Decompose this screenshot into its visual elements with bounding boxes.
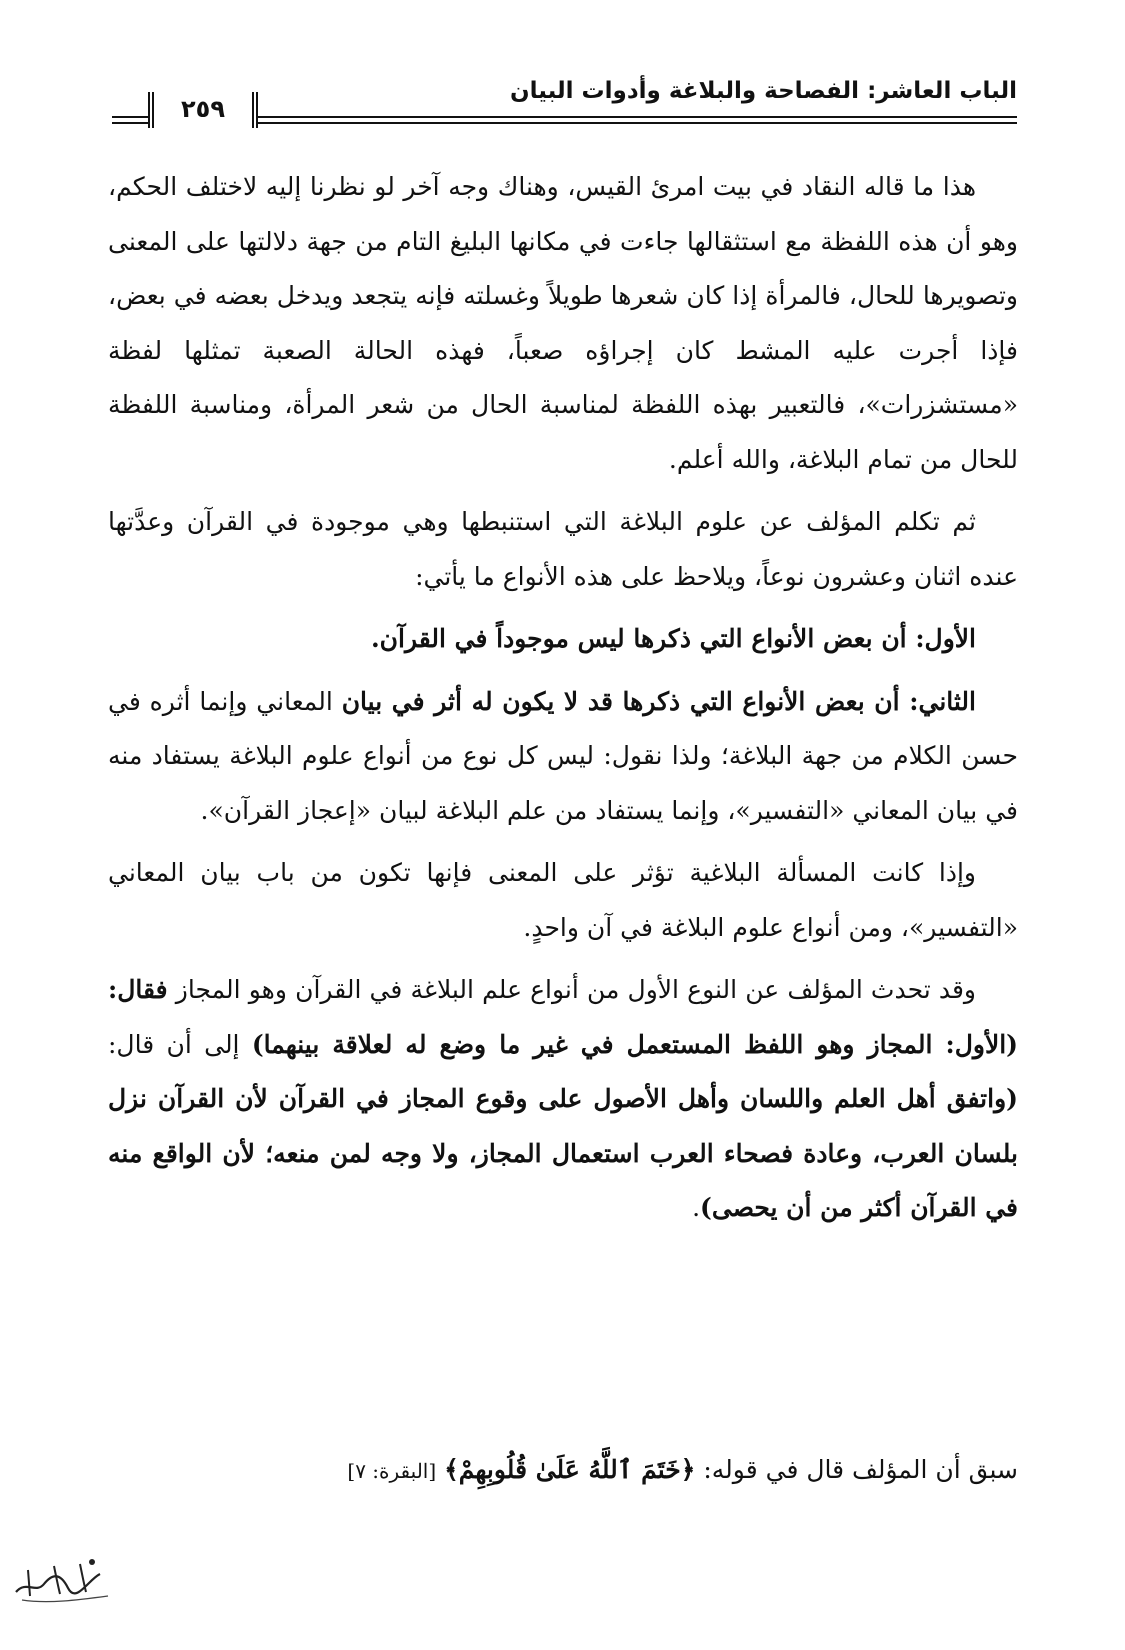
paragraph-6-text: وقد تحدث المؤلف عن النوع الأول من أنواع علم البلاغة في القرآن وهو المجاز — [167, 975, 976, 1004]
paragraph-4 — [108, 675, 1018, 839]
quran-quote: ﴿خَتَمَ ٱللَّهُ عَلَىٰ قُلُوبِهِمْ﴾ — [444, 1455, 696, 1484]
surah-reference: [البقرة: ٧] — [347, 1459, 437, 1483]
paragraph-1: هذا ما قاله النقاد في بيت امرئ القيس، وهناك وجه آخر لو نظرنا إليه لاختلف الحكم، وهو أن هذه اللفظة مع استثقالها جاءت في مكانها البليغ التام من جهة دلالتها على المعنى وتصويرها للحال، فالمرأة إذا كان شعرها طويلاً وغسلته فإنه يتجعد ويدخل بعضه في بعض، فإذا أجرت عليه المشط كان إجراؤه صعباً، فهذه الحالة الصعبة تمثلها لفظة «مستشزرات»، فالتعبير بهذه اللفظة لمناسبة الحال من شعر المرأة، ومناسبة اللفظة للحال من تمام البلاغة، والله أعلم. — [108, 172, 1018, 474]
paragraph-5: وإذا كانت المسألة البلاغية تؤثر على المعنى فإنها تكون من باب بيان المعاني «التفسير»، ومن أنواع علوم البلاغة في آن واحدٍ. — [108, 858, 1018, 942]
paragraph-6 — [108, 963, 1018, 1236]
page-header — [112, 78, 1017, 128]
paragraph-3-text: أن بعض الأنواع التي ذكرها ليس موجوداً في القرآن. — [370, 624, 916, 653]
page-number: ٢٥٩ — [148, 92, 258, 128]
paragraph-6-end: . — [692, 1193, 701, 1222]
chapter-title: الباب العاشر: الفصاحة والبلاغة وأدوات البيان — [509, 78, 1017, 104]
publisher-logo — [8, 1550, 118, 1608]
paragraph-6-quote-2: (واتفق أهل العلم واللسان وأهل الأصول على وقوع المجاز في القرآن لأن القرآن نزل بلسان العرب، وعادة فصحاء العرب استعمال المجاز، ولا وجه لمن منعه؛ لأن الواقع منه في القرآن أكثر من أن يحصى) — [108, 1084, 1018, 1222]
paragraph-3 — [108, 612, 1018, 667]
paragraph-4-lead: الثاني: — [909, 686, 976, 716]
paragraph-4-bold-text: أن بعض الأنواع التي ذكرها قد لا يكون له أثر في بيان — [341, 686, 910, 716]
paragraph-6-mid: إلى أن قال: — [108, 1029, 252, 1059]
paragraph-2: ثم تكلم المؤلف عن علوم البلاغة التي استنبطها وهي موجودة في القرآن وعدَّتها عنده اثنان وعشرون نوعاً، ويلاحظ على هذه الأنواع ما يأتي: — [108, 507, 1018, 591]
footer-text: سبق أن المؤلف قال في قوله: — [695, 1455, 1018, 1484]
page-body — [108, 160, 1018, 1244]
footer-line — [90, 1455, 1018, 1484]
paragraph-3-lead: الأول: — [915, 624, 976, 653]
paragraph-6-quote-1: فقال: (الأول: المجاز وهو اللفظ المستعمل في غير ما وضع له لعلاقة بينهما) — [108, 975, 1019, 1059]
paragraph-4-text: المعاني وإنما أثره في حسن الكلام من جهة البلاغة؛ ولذا نقول: ليس كل نوع من أنواع علوم البلاغة يستفاد منه في بيان المعاني «التفسير»، وإنما يستفاد من علم البلاغة لبيان «إعجاز القرآن». — [108, 686, 1018, 825]
